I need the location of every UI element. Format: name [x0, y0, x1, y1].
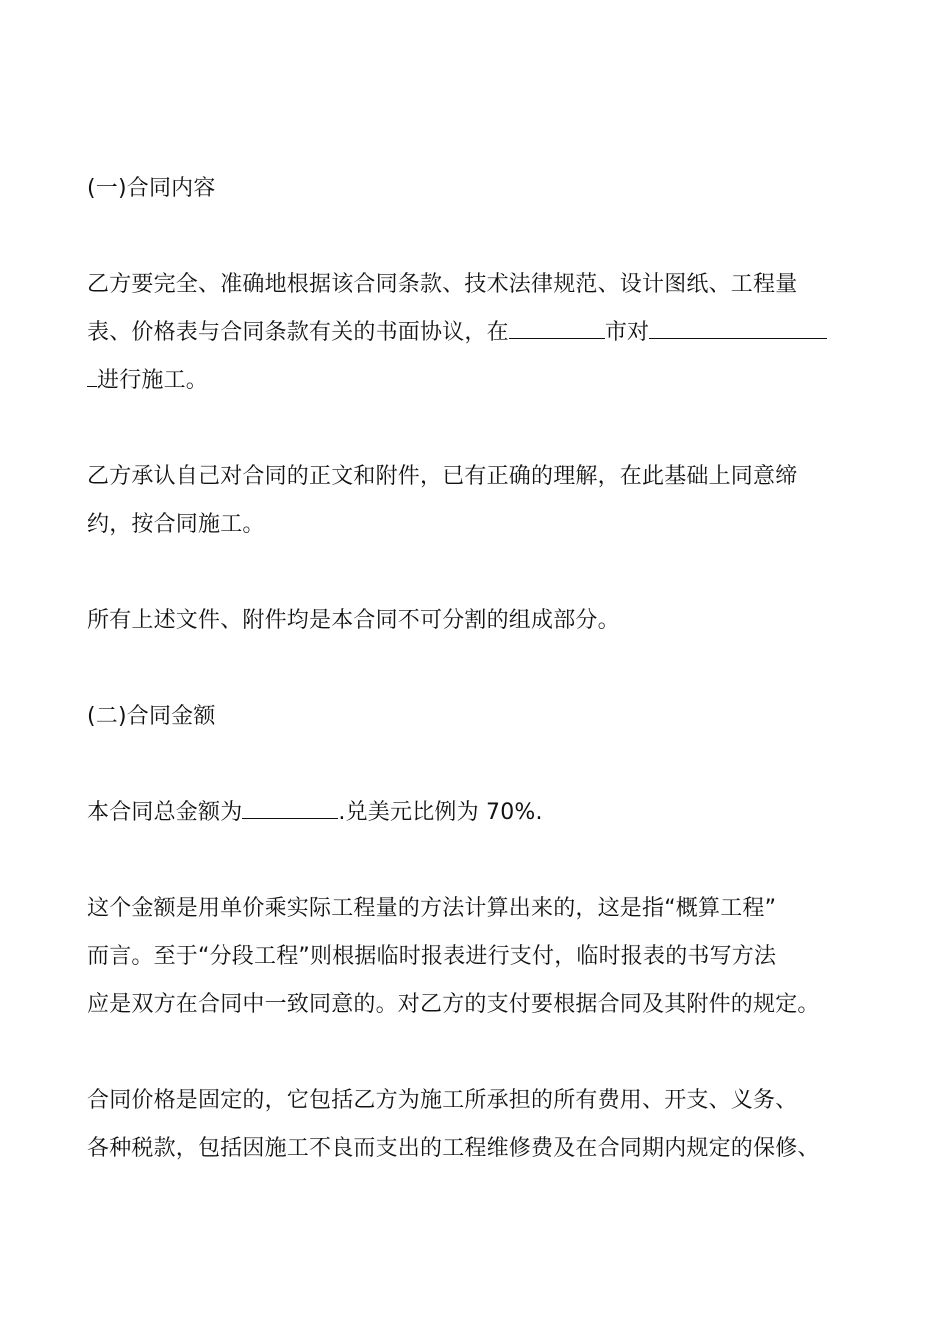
section-heading-contract-amount: (二)合同金额: [87, 704, 216, 729]
paragraph-price-line-2: 各种税款，包括因施工不良而支出的工程维修费及在合同期内规定的保修、: [87, 1136, 820, 1161]
section-heading-contract-content: (一)合同内容: [87, 176, 216, 201]
paragraph-gap: [87, 549, 877, 597]
amount-text-b: .兑美元比例为 70%.: [338, 800, 543, 825]
paragraph-gap: [87, 1029, 877, 1077]
paragraph-scope-line-1: 乙方要完全、准确地根据该合同条款、技术法律规范、设计图纸、工程量: [87, 272, 798, 297]
paragraph-total-amount: [87, 789, 877, 837]
paragraph-calculation-line-1: 这个金额是用单价乘实际工程量的方法计算出来的，这是指“概算工程”: [87, 896, 777, 921]
paragraph-acknowledge-line-2: 约，按合同施工。: [87, 512, 265, 537]
paragraph-gap: [87, 213, 877, 261]
paragraph-price-line-1: 合同价格是固定的，它包括乙方为施工所承担的所有费用、开支、义务、: [87, 1088, 798, 1113]
paragraph-gap: [87, 405, 877, 453]
scope-text-b: 市对: [604, 320, 650, 345]
paragraph-gap: [87, 837, 877, 885]
amount-text-a: 本合同总金额为: [87, 800, 243, 825]
project-blank: [649, 316, 827, 339]
paragraph-acknowledge-line-1: 乙方承认自己对合同的正文和附件，已有正确的理解，在此基础上同意缔: [87, 464, 798, 489]
project-blank-continued: [87, 364, 97, 387]
paragraph-documents: 所有上述文件、附件均是本合同不可分割的组成部分。: [87, 608, 620, 633]
scope-text-a: 表、价格表与合同条款有关的书面协议，在: [87, 320, 509, 345]
paragraph-scope-line-2: [87, 309, 877, 357]
amount-blank: [242, 796, 338, 819]
city-blank: [509, 316, 605, 339]
paragraph-calculation-line-2: 而言。至于“分段工程”则根据临时报表进行支付，临时报表的书写方法: [87, 944, 777, 969]
paragraph-gap: [87, 645, 877, 693]
paragraph-calculation-line-3: 应是双方在合同中一致同意的。对乙方的支付要根据合同及其附件的规定。: [87, 992, 820, 1017]
paragraph-gap: [87, 741, 877, 789]
scope-text-c: 进行施工。: [97, 368, 209, 393]
paragraph-scope-line-3: [87, 357, 877, 405]
document-body: [87, 165, 877, 1173]
